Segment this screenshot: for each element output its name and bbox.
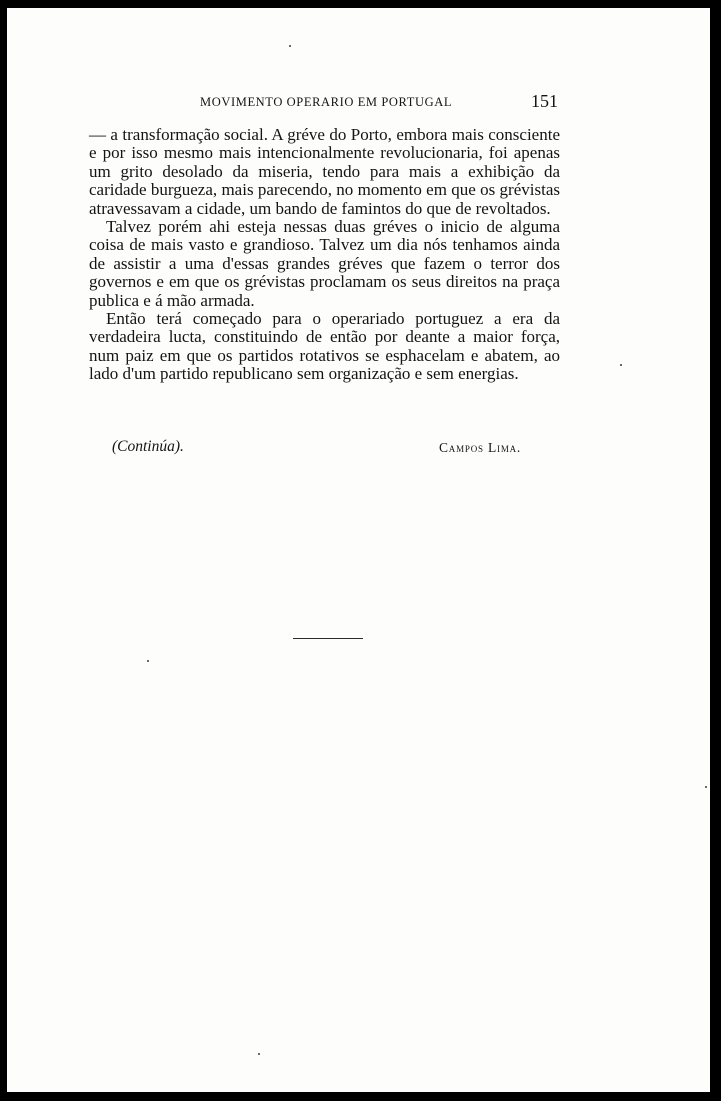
book-page <box>7 8 710 1092</box>
author-signature: Campos Lima. <box>439 440 522 455</box>
signature-row <box>89 437 560 459</box>
section-divider <box>293 638 363 639</box>
paper-speck <box>705 786 707 788</box>
paper-speck <box>147 660 149 662</box>
page-header <box>7 92 710 112</box>
continued-note: (Continúa). <box>112 438 184 455</box>
paper-speck <box>258 1053 260 1055</box>
page-number: 151 <box>531 91 558 111</box>
paragraph-2: Talvez porém ahi esteja nessas duas gréves o inicio de alguma coisa de mais vasto e grandioso. Talvez um dia nós tenhamos ainda de assistir a uma d'essas grandes gréves que fazem o terror dos governos e em que os grévistas proclamam os seus direitos na praça publica e á mão armada. <box>89 217 560 310</box>
paragraph-3: Então terá começado para o operariado portuguez a era da verdadeira lucta, constituindo de então por deante a maior força, num paiz em que os partidos rotativos se esphacelam e abatem, ao lado d'um partido republicano sem organização e sem energias. <box>89 309 560 384</box>
body-text <box>89 126 560 384</box>
running-title: MOVIMENTO OPERARIO EM PORTUGAL <box>200 95 453 109</box>
paper-speck <box>620 364 622 366</box>
paper-speck <box>289 45 291 47</box>
paragraph-1: — a transformação social. A gréve do Porto, embora mais consciente e por isso mesmo mais intencionalmente revolucionaria, foi apenas um grito desolado da miseria, tendo para mais a exhibição da caridade burgueza, mais parecendo, no momento em que os grévistas atravessavam a cidade, um bando de famintos do que de revoltados. <box>89 125 560 218</box>
